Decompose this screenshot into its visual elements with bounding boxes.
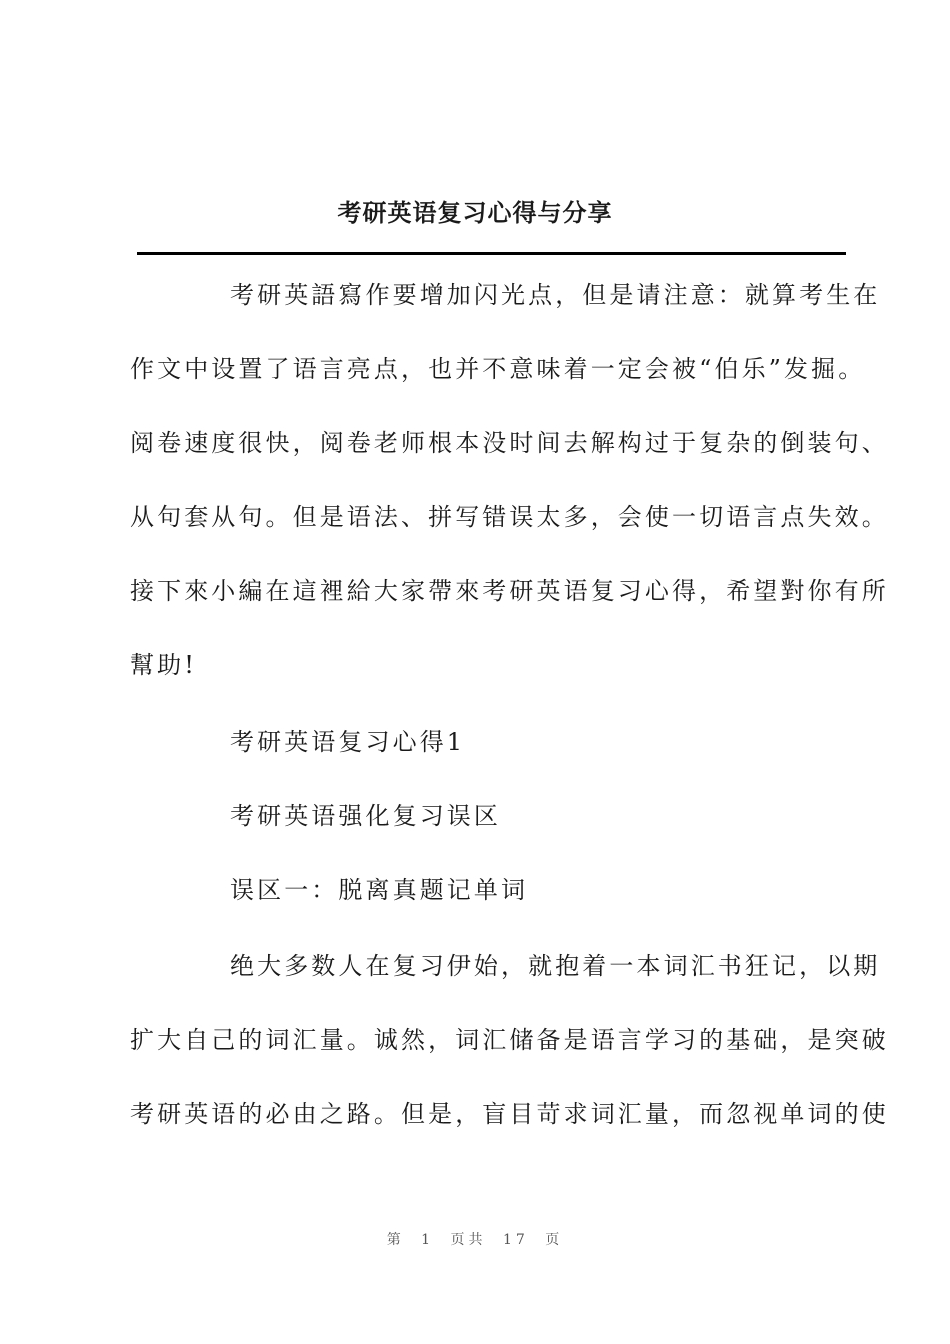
- paragraph-line: 从句套从句。但是语法、拼写错误太多，会使一切语言点失效。: [130, 503, 889, 531]
- paragraph-line: 接下來小編在這裡給大家帶來考研英语复习心得，希望對你有所: [130, 577, 889, 605]
- footer-suffix: 页: [545, 1232, 564, 1248]
- footer-prefix: 第: [386, 1232, 405, 1248]
- paragraph-line: 扩大自己的词汇量。诚然，词汇储备是语言学习的基础，是突破: [130, 1026, 889, 1054]
- paragraph-line: 考研英语的必由之路。但是，盲目苛求词汇量，而忽视单词的使: [130, 1100, 889, 1128]
- paragraph-line: 阅卷速度很快，阅卷老师根本没时间去解构过于复杂的倒装句、: [130, 429, 889, 457]
- section-heading: 考研英语复习心得1: [230, 728, 466, 756]
- document-title: 考研英语复习心得与分享: [337, 198, 613, 227]
- page-footer: [0, 1230, 950, 1250]
- section-subheading: 考研英语强化复习误区: [230, 802, 501, 830]
- footer-page-number: 1: [421, 1232, 435, 1248]
- paragraph-line: 考研英語寫作要增加闪光点，但是请注意：就算考生在: [230, 281, 881, 309]
- paragraph-line: 幫助!: [130, 651, 197, 679]
- footer-middle: 页共: [450, 1232, 487, 1248]
- footer-total-pages: 17: [503, 1232, 529, 1248]
- paragraph-line: 绝大多数人在复习伊始，就抱着一本词汇书狂记，以期: [230, 952, 881, 980]
- paragraph-line: 作文中设置了语言亮点，也并不意味着一定会被“伯乐”发掘。: [130, 355, 866, 383]
- misconception-heading: 误区一：脱离真题记单词: [230, 876, 529, 904]
- title-underline: [137, 252, 846, 255]
